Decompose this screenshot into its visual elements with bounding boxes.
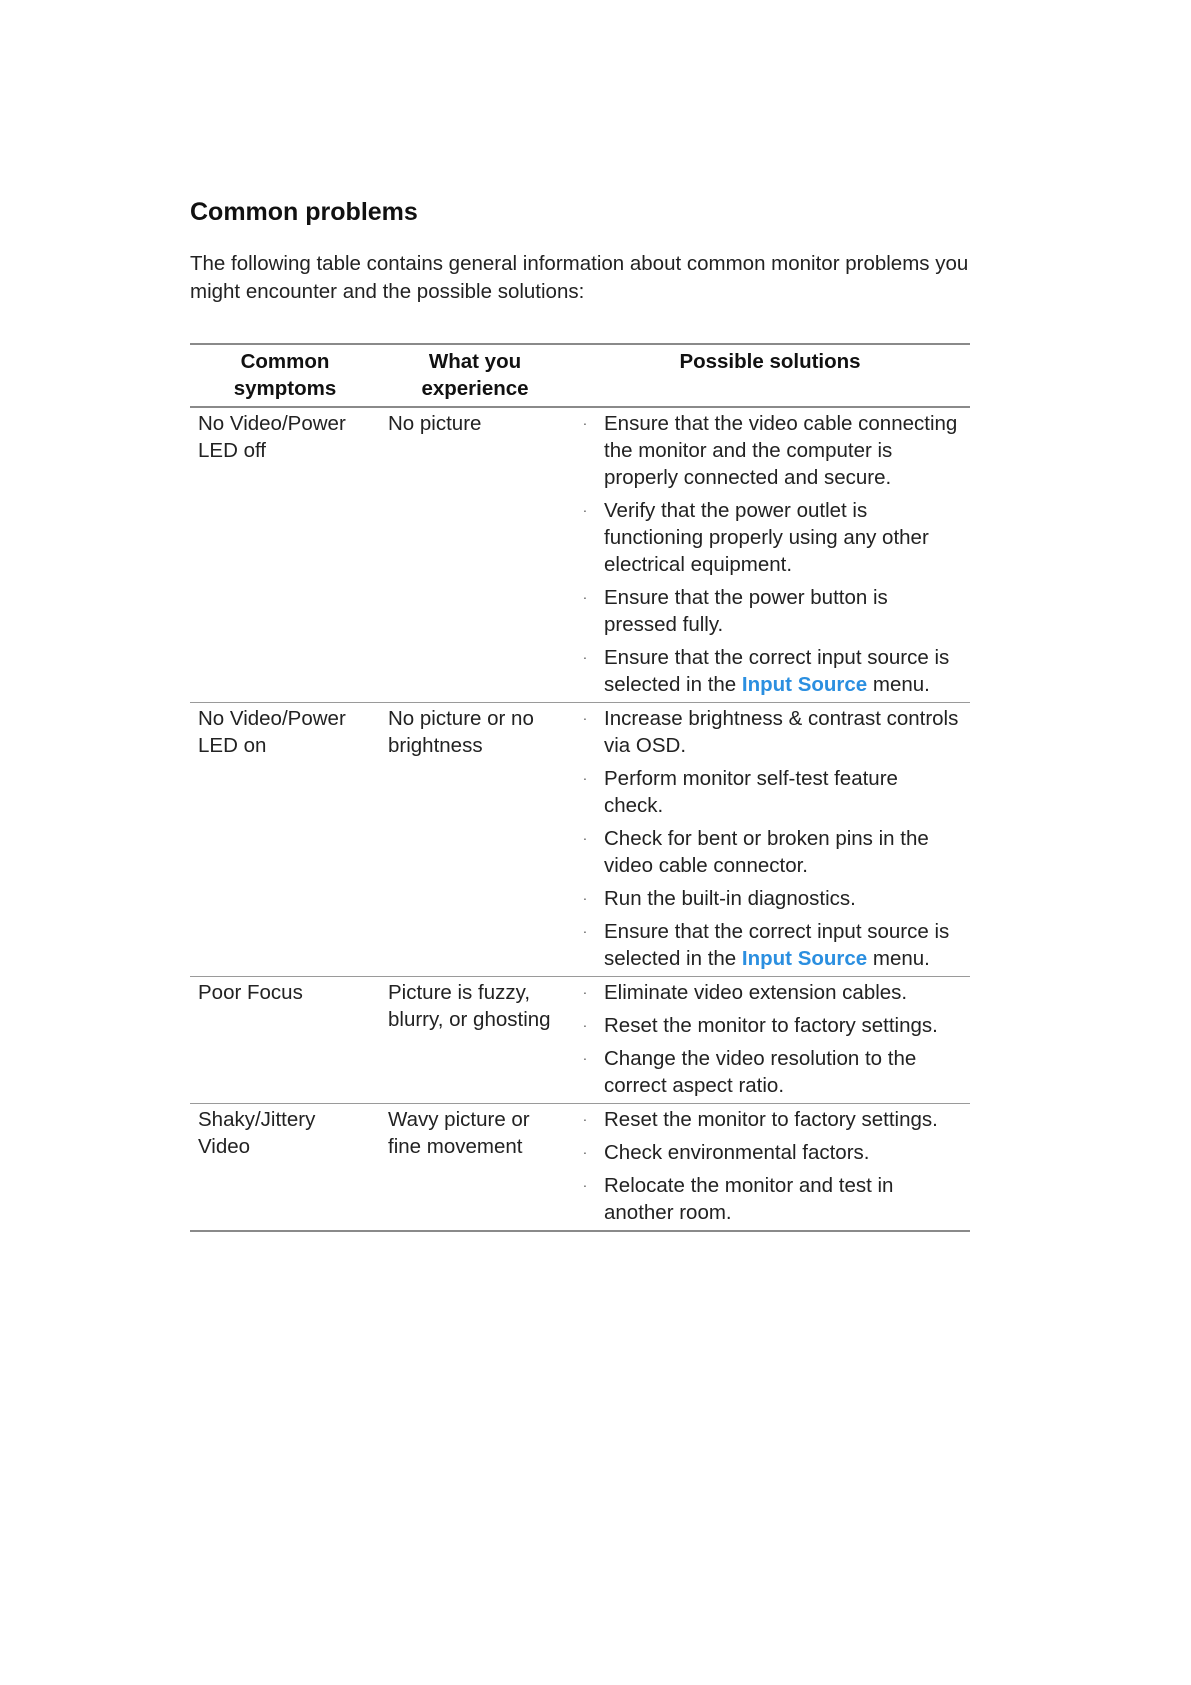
section-title: Common problems: [190, 198, 418, 226]
solution-text: Ensure that the power button is pressed fully.: [604, 586, 888, 636]
solution-item: [578, 1106, 962, 1133]
solutions-cell: [570, 407, 970, 703]
bullet-icon: ·: [582, 890, 588, 906]
solution-item: [578, 885, 962, 912]
bullet-icon: ·: [582, 1017, 588, 1033]
table-row: [190, 977, 970, 1104]
solution-text: Relocate the monitor and test in another room.: [604, 1174, 894, 1224]
table-row: [190, 1104, 970, 1232]
solution-item: [578, 765, 962, 819]
solutions-list: [578, 979, 962, 1099]
bullet-icon: ·: [582, 502, 588, 518]
solution-text: Check environmental factors.: [604, 1141, 870, 1164]
input-source-link[interactable]: Input Source: [741, 673, 868, 696]
solution-text: Reset the monitor to factory settings.: [604, 1014, 938, 1037]
solution-text: Ensure that the video cable connecting the monitor and the computer is properly connected and secure.: [604, 412, 958, 489]
symptom-cell: No Video/Power LED on: [198, 707, 346, 757]
solutions-cell: [570, 977, 970, 1104]
solution-item: [578, 1045, 962, 1099]
solution-text: Eliminate video extension cables.: [604, 981, 908, 1004]
solution-item: [578, 644, 962, 698]
experience-cell: Picture is fuzzy, blurry, or ghosting: [388, 981, 551, 1031]
solution-item: [578, 1139, 962, 1166]
solution-item: [578, 918, 962, 972]
solution-text: Check for bent or broken pins in the video cable connector.: [604, 827, 929, 877]
solution-item: [578, 979, 962, 1006]
solution-item: [578, 497, 962, 578]
bullet-icon: ·: [582, 710, 588, 726]
table-row: [190, 407, 970, 703]
solution-text: Verify that the power outlet is functioning properly using any other electrical equipment.: [604, 499, 929, 576]
symptom-cell: Poor Focus: [198, 981, 303, 1004]
bullet-icon: ·: [582, 1144, 588, 1160]
solution-text-pre: Ensure that the correct input source is selected in the: [604, 920, 950, 970]
solution-text: Increase brightness & contrast controls via OSD.: [604, 707, 959, 757]
symptom-cell: Shaky/Jittery Video: [198, 1108, 316, 1158]
solutions-cell: [570, 1104, 970, 1232]
bullet-icon: ·: [582, 589, 588, 605]
bullet-icon: ·: [582, 1177, 588, 1193]
header-what-you-experience: What you experience: [421, 350, 529, 400]
solutions-list: [578, 410, 962, 698]
solution-text-pre: Ensure that the correct input source is selected in the: [604, 646, 950, 696]
table-row: [190, 703, 970, 977]
solution-item: [578, 410, 962, 491]
bullet-icon: ·: [582, 415, 588, 431]
experience-cell: No picture or no brightness: [388, 707, 534, 757]
table-header-row: [190, 344, 970, 407]
bullet-icon: ·: [582, 830, 588, 846]
symptom-cell: No Video/Power LED off: [198, 412, 346, 462]
common-problems-table: [190, 343, 970, 1232]
solution-item: [578, 825, 962, 879]
bullet-icon: ·: [582, 923, 588, 939]
solution-text: Reset the monitor to factory settings.: [604, 1108, 938, 1131]
solution-text-post: menu.: [867, 947, 930, 970]
solution-text-post: menu.: [867, 673, 930, 696]
bullet-icon: ·: [582, 649, 588, 665]
document-page: [190, 190, 970, 1232]
bullet-icon: ·: [582, 770, 588, 786]
bullet-icon: ·: [582, 1050, 588, 1066]
bullet-icon: ·: [582, 984, 588, 1000]
bullet-icon: ·: [582, 1111, 588, 1127]
solution-text: Run the built-in diagnostics.: [604, 887, 856, 910]
intro-paragraph: The following table contains general information about common monitor problems you might encounter and the possible solutions:: [190, 252, 969, 303]
header-common-symptoms: Common symptoms: [233, 350, 337, 400]
solution-item: [578, 1012, 962, 1039]
solution-item: [578, 1172, 962, 1226]
solution-item: [578, 584, 962, 638]
header-possible-solutions: Possible solutions: [679, 350, 861, 373]
experience-cell: No picture: [388, 412, 482, 435]
solutions-list: [578, 705, 962, 972]
experience-cell: Wavy picture or fine movement: [388, 1108, 530, 1158]
solutions-list: [578, 1106, 962, 1226]
solution-text: Perform monitor self-test feature check.: [604, 767, 898, 817]
solution-item: [578, 705, 962, 759]
solutions-cell: [570, 703, 970, 977]
solution-text: Change the video resolution to the correct aspect ratio.: [604, 1047, 917, 1097]
input-source-link[interactable]: Input Source: [741, 947, 868, 970]
